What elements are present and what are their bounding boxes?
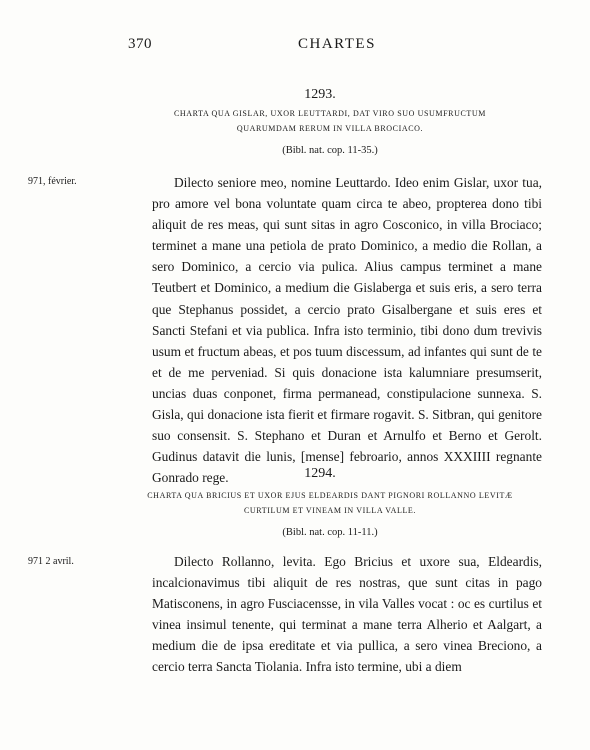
charter-text: Dilecto Rollanno, levita. Ego Bricius et uxore sua, Eldeardis, incalcionavimus tibi aliquit de res nostras, que sunt citas in pago Matisconens, in agro Fusciacensse, in vila Valles vocat : oc es curtilus et vinea insimul tenente, qui terminat a mane terra Alherio et Aalgart, a medium die de ipsa ereditate et via pullica, a sero vinea Breciono, a cercio terra Sancta Tiolania. Infra isto termine, ubi a diem xyxy=(152,554,542,675)
margin-date: 971, février. xyxy=(28,176,77,187)
charter-text: Dilecto seniore meo, nomine Leuttardo. Ideo enim Gislar, uxor tua, pro amore vel bona voluntate quam circa te abeo, propterea dono tibi aliquit de res meas, qui sunt sitas in agro Cosconico, in villa Brociaco; terminet a mane una petiola de prato Dominico, a medio die Rollan, a sero Dominico, a cercio via pulica. Alius campus terminet a mane Teutbert et Dominico, a medium die Gislaberga et suis eris, a sero terra que Stephanus possidet, a cercio prato Gisalbergane et suis eres et Sancti Stefani et via publica. Infra isto terminio, tibi dono dum trevivis usum et fructum abeas, et pos tuum discessum, ad infantes qui sunt de te et de me perveniad. Si quis donacione ista kalumniare presumserit, uncias duas conponet, firma permanead, constipulacione sunnexa. S. Gisla, qui donacione ista fierit et firmare rogavit. S. Sitbran, qui genitore suo consensit. S. Stephano et Duran et Arnulfo et Berno et Gerolt. Gudinus datavit die lunis, [mense] febroario, annos XXXIIII regnante Gonrado rege. xyxy=(152,175,542,486)
charter-title-line: CHARTA QUA BRICIUS ET UXOR EJUS ELDEARDIS DANT PIGNORI ROLLANNO LEVITÆ xyxy=(147,491,513,500)
charter-title-line: CURTILUM ET VINEAM IN VILLA VALLE. xyxy=(243,506,417,515)
charter-title-line: CHARTA QUA GISLAR, UXOR LEUTTARDI, DAT VIRO SUO USUMFRUCTUM xyxy=(173,109,487,118)
margin-date: 971 2 avril. xyxy=(28,556,74,567)
page-number: 370 xyxy=(128,36,152,52)
running-head: CHARTES xyxy=(298,36,376,52)
charter-number: 1294. xyxy=(304,466,336,481)
charter-title-line: QUARUMDAM RERUM IN VILLA BROCIACO. xyxy=(236,124,424,133)
charter-source: (Bibl. nat. cop. 11-11.) xyxy=(282,527,378,538)
charter-title xyxy=(100,488,560,518)
charter-source: (Bibl. nat. cop. 11-35.) xyxy=(282,145,378,156)
charter-title xyxy=(100,106,560,136)
charter-number: 1293. xyxy=(304,87,336,102)
